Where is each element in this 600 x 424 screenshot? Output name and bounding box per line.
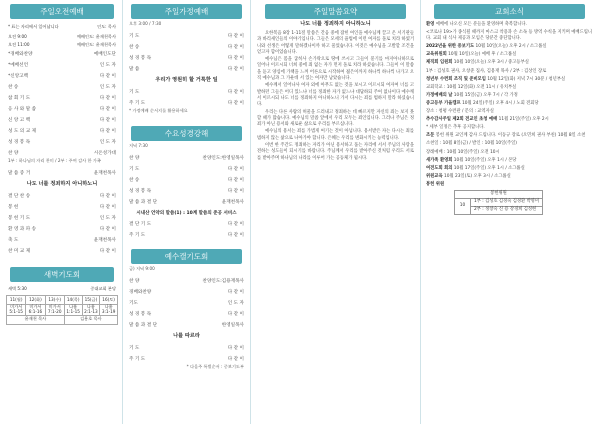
order-leader: 시온성가대 bbox=[93, 150, 116, 156]
offering-label bbox=[426, 182, 593, 188]
order-name: 주 기 도 bbox=[129, 233, 146, 238]
order-name: 성 경 봉 독 bbox=[129, 312, 152, 317]
order-leader: 다 같 이 bbox=[99, 128, 116, 134]
order-row bbox=[2, 49, 122, 60]
announcement-detail: 10월 24일(주일) 오후 4시 / 노회 전회당 bbox=[462, 100, 539, 106]
announcement-detail: 10월 10일(오늘) 오후 3시 / 중고등부실 bbox=[453, 60, 529, 66]
stand-note-value: 인도: 목사 bbox=[97, 24, 116, 30]
announcement bbox=[426, 125, 593, 131]
order-row bbox=[2, 246, 122, 257]
order-row bbox=[123, 309, 250, 320]
sermon-paragraph: 이번 한 주간도 정죄하는 자리가 아닌 용서하고 품는 자리에 서서 주님의 사랑을 전하는 성도들이 되시기를 바랍니다. 주님께서 우리를 받아주신 것처럼 우리도 서로를 받아주며 하나님의 나라를 이루어 가는 공동체가 됩시다. bbox=[257, 143, 414, 161]
offering-month: 10 bbox=[455, 198, 471, 214]
dawn-leader: 윤재천 목사 bbox=[7, 315, 65, 324]
sermon-paragraph: 예수께서 일어나사 여자 외에 아무도 없는 것을 보시고 이르시되 여자여 너를 고발하던 그들은 어디 있느냐 너를 정죄한 자가 없느냐 대답하되 주여 없나이다 예수께서 이르시되 나도 너를 정죄하지 아니하노니 가서 다시는 죄를 범하지 말라 하셨습니다. bbox=[257, 83, 414, 108]
order-row bbox=[2, 224, 122, 235]
family-worship-column bbox=[122, 0, 250, 424]
wednesday-time: 저녁 7:30 bbox=[129, 142, 148, 148]
order-row bbox=[123, 219, 250, 230]
offering-label-text: 봉헌 위원 bbox=[426, 181, 445, 187]
announcement bbox=[426, 158, 593, 164]
order-row bbox=[123, 164, 250, 175]
church-news-column bbox=[420, 0, 598, 424]
sermon-title: 나도 너를 정죄하지 아니하노니 bbox=[26, 181, 98, 187]
order-leader: 다 같 이 bbox=[227, 345, 244, 351]
announcement-detail: 봉헌 위원 교인께 감사 드립니다. 이동규 장로 (오민희 권사 부친) 10월 8일 소천 bbox=[435, 133, 586, 139]
order-leader: 윤재천목사 bbox=[93, 237, 116, 243]
order-leader: 예배인도단 bbox=[93, 51, 116, 57]
stand-note-row bbox=[2, 22, 122, 33]
order-name: 찬 양 bbox=[8, 150, 19, 156]
order-row bbox=[123, 64, 250, 75]
order-name: 찬 양 bbox=[129, 279, 140, 284]
dawn-text: 미가서 6:1-16 bbox=[26, 304, 45, 315]
order-row bbox=[123, 287, 250, 298]
order-row bbox=[2, 202, 122, 213]
time-row-2 bbox=[2, 41, 122, 49]
order-row bbox=[123, 53, 250, 64]
announcement-title: 교육위원회 bbox=[426, 52, 447, 58]
order-name: 응 사 와 말 씀 bbox=[8, 106, 37, 112]
offering-header-row bbox=[455, 190, 543, 198]
sermon-summary-body bbox=[257, 31, 414, 162]
friday-time: 금) 저녁 9:00 bbox=[129, 266, 155, 272]
sermon-summary-header: 주일말씀요약 bbox=[265, 4, 406, 19]
order-leader: 인 도 자 bbox=[99, 215, 116, 221]
order-leader: 다 같 이 bbox=[227, 66, 244, 72]
time-label: 오전 11:00 bbox=[8, 41, 30, 47]
dawn-info bbox=[2, 285, 122, 293]
announcement-detail: 교회학교 : 10월 12일(화) 오전 11시 / 유치부실 bbox=[426, 84, 517, 90]
order-leader: 다 같 이 bbox=[227, 312, 244, 317]
order-name: 성 도 의 교 제 bbox=[8, 128, 37, 134]
wednesday-bible-header: 수요성경강해 bbox=[131, 126, 242, 141]
announcement-detail: 10월 10일(주일) 오후 1시 / 본당 bbox=[453, 157, 517, 163]
dawn-texts-row bbox=[7, 304, 118, 315]
order-row bbox=[123, 153, 250, 164]
announcement bbox=[426, 150, 593, 156]
friday-sermon-title: 나를 따르라 bbox=[173, 333, 200, 340]
order-leader: 다 같 이 bbox=[227, 222, 244, 227]
order-name: 기 도 bbox=[129, 33, 140, 39]
order-name: 주 기 도 bbox=[129, 100, 146, 106]
order-leader: 다 같 이 bbox=[99, 248, 116, 254]
offering-row bbox=[455, 198, 543, 206]
announcement bbox=[426, 60, 593, 66]
time-label: 오전 9:00 bbox=[8, 33, 27, 39]
order-name: 결 단 찬 송 bbox=[8, 193, 31, 199]
announcement-title: 가정예배의 날 bbox=[426, 92, 453, 98]
dawn-leader: 김용호 목사 bbox=[64, 315, 117, 324]
order-name: 찬 양 bbox=[129, 155, 140, 161]
announcement bbox=[426, 44, 593, 50]
family-worship-header: 주일가정예배 bbox=[131, 4, 242, 19]
order-row bbox=[2, 82, 122, 93]
stand-note: * 표는 자리에서 일어납니다 bbox=[8, 24, 59, 30]
order-row bbox=[2, 71, 122, 82]
order-leader: 다 같 이 bbox=[227, 44, 244, 50]
order-name: 기 도 bbox=[129, 345, 140, 351]
announcement-detail: * 세부 일정은 추후 공지합니다. bbox=[426, 125, 485, 131]
friday-note: * 다음주 특별순서 : 중보기도부 bbox=[186, 364, 244, 370]
order-leader: 인 도 자 bbox=[99, 62, 116, 68]
announcement bbox=[426, 141, 593, 147]
order-row bbox=[2, 137, 122, 148]
dawn-day: 11(월) bbox=[7, 295, 26, 304]
order-leader: 인 도 자 bbox=[227, 301, 244, 306]
order-row bbox=[123, 320, 250, 331]
announcement-title: 위원교육 bbox=[426, 173, 443, 179]
order-row bbox=[123, 230, 250, 241]
order-leader: 다 같 이 bbox=[227, 233, 244, 238]
order-leader: 윤재천목사 bbox=[221, 199, 244, 205]
order-name: 찬 송 bbox=[129, 177, 140, 183]
announcement bbox=[426, 77, 593, 83]
announcement-title: 2022년을 위한 중보기도 bbox=[426, 44, 475, 50]
order-name: *신앙고백 bbox=[8, 73, 29, 79]
dawn-text: 나훔 3:1-19 bbox=[100, 304, 118, 315]
order-name: 기 도 bbox=[129, 166, 140, 172]
dawn-time: 새벽 5:30 bbox=[8, 285, 27, 291]
order-leader: 다 같 이 bbox=[227, 89, 244, 95]
announcement-title: 추수감사주일 제2회 전교인 초청 예배 bbox=[426, 117, 498, 123]
order-row bbox=[2, 60, 122, 71]
order-row bbox=[123, 175, 250, 186]
announcement-title: 조문 bbox=[426, 133, 435, 139]
dawn-text: 미가서 5:1-15 bbox=[7, 304, 26, 315]
dawn-day: 13(수) bbox=[45, 295, 64, 304]
order-row bbox=[123, 276, 250, 287]
order-row bbox=[123, 343, 250, 354]
time-leader: 예배인도: 윤재천목사 bbox=[76, 33, 116, 39]
wednesday-sermon-title: 시내산 언약의 말씀(1) : 10계 말씀의 준공 서비스 bbox=[136, 210, 237, 216]
sermon-paragraph: 예수님은 몸을 굽히사 손가락으로 땅에 쓰시고 그들이 묻기를 마지아니하므로 일어나 이르시되 너희 중에 죄 없는 자가 먼저 돌로 치라 하셨습니다. 그들이 이 말씀을 듣고 양심에 가책을 느껴 어른으로 시작하여 젊은이까지 하나씩 하나씩 나가고 오직 예수님과 그 가운데 서 있는 여자만 남았습니다. bbox=[257, 57, 414, 82]
order-row bbox=[123, 186, 250, 197]
order-name: 찬 미 교 제 bbox=[8, 248, 31, 254]
order-row bbox=[2, 191, 122, 202]
dawn-text: 나훔 1:1-15 bbox=[64, 304, 82, 315]
dawn-place: 중대교회 본당 bbox=[90, 285, 116, 291]
announcement bbox=[426, 85, 593, 91]
announcement-detail: 10월 12일(화) 저녁 7시 30분 / 청년부실 bbox=[487, 76, 566, 82]
dawn-leaders-row bbox=[7, 315, 118, 324]
order-row bbox=[123, 197, 250, 208]
order-row bbox=[2, 93, 122, 104]
order-name: 찬 송 bbox=[8, 84, 19, 90]
dawn-day: 15(금) bbox=[82, 295, 100, 304]
announcement-detail: <코로나 19>가 종식될 때까지 마스크 착용과 손 소독 등 방역 수칙을 지키며 예배드립니다. 교회 내 식사 제공과 모임은 당분간 중단합니다. bbox=[426, 30, 593, 42]
order-row bbox=[2, 104, 122, 115]
order-name: 결 단 기 도 bbox=[129, 222, 152, 227]
announcement-title: 환영 bbox=[426, 22, 435, 27]
order-leader: 인 도 자 bbox=[99, 84, 116, 90]
order-leader: 다 같 이 bbox=[227, 177, 244, 183]
order-row bbox=[2, 115, 122, 126]
announcement-detail: 1부 : 김성호 권사, 오창준 집사, 김용재 목사 / 2부 : 김상인 장로 bbox=[426, 68, 547, 74]
friday-prayer-header: 예수캘기도회 bbox=[131, 249, 242, 264]
order-leader: 다 같 이 bbox=[99, 95, 116, 101]
announcement-detail: 10월 17일(주일) 오후 1시 / 소그룹실 bbox=[453, 165, 525, 171]
order-leader: 다 같 이 bbox=[99, 193, 116, 199]
offering-names: 1부 : 김성호 김경숙 김경환 박영미 bbox=[471, 198, 543, 206]
sermon-paragraph: 우리는 다른 사람의 허물을 드러내고 정죄하는 데 빠르지만 자신의 죄는 보지 못할 때가 많습니다. 예수님의 말씀 앞에서 우리 모두는 죄인입니다. 그러나 주님은 정죄가 아닌 용서와 새로운 삶으로 우리를 부르십니다. bbox=[257, 109, 414, 128]
choir-note: 1부 : 하나님의 자리 찬미 / 2부 : 주여 감사 한 가족 bbox=[8, 158, 101, 163]
announcement-title: 청년부 수련회 조직 및 준비모임 bbox=[426, 76, 486, 82]
announcement bbox=[426, 101, 593, 107]
order-leader: 다 같 이 bbox=[227, 290, 244, 295]
announcement-detail: 10월 23일(토) 오후 3시 / 소그룹실 bbox=[443, 173, 511, 179]
dawn-day: 16(토) bbox=[100, 295, 118, 304]
order-row bbox=[2, 235, 122, 246]
announcement bbox=[426, 22, 593, 28]
order-leader: 다 같 이 bbox=[227, 33, 244, 39]
announcement bbox=[426, 109, 593, 115]
sermon-paragraph: 예수님의 용서는 죄를 가볍게 여기는 것이 아닙니다. 용서받은 자는 다시는 죄를 범하지 않는 삶으로 나아가야 합니다. 은혜는 우리를 변화시키는 능력입니다. bbox=[257, 129, 414, 141]
announcement bbox=[426, 133, 593, 139]
announcement bbox=[426, 69, 593, 75]
sunday-morning-worship-column bbox=[2, 0, 122, 424]
order-name: 참 회 기 도 bbox=[8, 95, 31, 101]
church-news-header: 교회소식 bbox=[434, 4, 585, 19]
dawn-text: 나훔 2:1-13 bbox=[82, 304, 100, 315]
sermon-summary-column bbox=[250, 0, 420, 424]
sunday-morning-worship-header: 주일오전예배 bbox=[10, 4, 114, 19]
order-leader: 윤재천목사 bbox=[93, 170, 116, 176]
order-name: 기 도 bbox=[129, 89, 140, 95]
order-leader: 다 같 이 bbox=[227, 100, 244, 106]
announcement-detail: 예배에 나오신 모든 분들을 환영하며 축복합니다. bbox=[435, 22, 527, 27]
order-leader: 찬양인도:한영일목사 bbox=[202, 155, 244, 161]
announcement-detail: 장례예배 : 10월 10일(주일) 오전 10시 bbox=[426, 149, 500, 155]
order-name: 말 씀 과 결 단 bbox=[129, 199, 158, 205]
announcement-detail: 10월 15일(금) 오후 7시 / 각 가정 bbox=[453, 92, 518, 98]
order-leader: 한영일목사 bbox=[221, 323, 244, 328]
announcement-title: 새가족 환영회 bbox=[426, 157, 453, 163]
order-name: 찬 송 bbox=[129, 44, 140, 50]
announcement bbox=[426, 93, 593, 99]
announcement bbox=[426, 52, 593, 58]
announcement-title: 여전도회 회의 bbox=[426, 165, 453, 171]
dawn-day: 12(화) bbox=[26, 295, 45, 304]
offering-names: 2부 : 정창숙 신 용 강경희 김성현 bbox=[471, 206, 543, 214]
order-name: 말 씀 과 결 단 bbox=[129, 323, 158, 328]
order-row bbox=[123, 42, 250, 53]
order-row bbox=[123, 31, 250, 42]
order-leader: 다 같 이 bbox=[227, 166, 244, 172]
dawn-days-row bbox=[7, 295, 118, 304]
order-name: 축 도 bbox=[8, 237, 19, 243]
order-leader: 다 같 이 bbox=[99, 106, 116, 112]
order-row bbox=[123, 87, 250, 98]
family-worship-time: 오후 3:00 / 7:30 bbox=[129, 21, 162, 26]
order-leader: 다 같 이 bbox=[227, 55, 244, 61]
order-leader: 다 같 이 bbox=[227, 188, 244, 194]
order-name: 주 기 도 bbox=[129, 356, 146, 362]
family-praise-title: 우리가 영원히 할 거룩한 일 bbox=[155, 77, 218, 83]
offering-table bbox=[454, 190, 543, 215]
order-name: 경배와찬양 bbox=[129, 290, 152, 295]
order-name: 성 경 봉 독 bbox=[129, 55, 152, 61]
time-row-1 bbox=[2, 33, 122, 41]
order-row bbox=[2, 213, 122, 224]
order-leader: 인 도 자 bbox=[99, 139, 116, 145]
announcement-title: 중고등부 가을캠프 bbox=[426, 100, 461, 106]
order-leader: 찬양인도:김용재목사 bbox=[202, 279, 244, 284]
offering-header: 봉헌위원 bbox=[455, 190, 543, 198]
order-name: 성 경 봉 독 bbox=[8, 139, 31, 145]
time-leader: 예배인도: 윤재천목사 bbox=[76, 41, 116, 47]
order-name: 환 영 과 파 송 bbox=[8, 226, 37, 232]
announcement-detail: 11월 21일(주일) 오후 2시 bbox=[498, 117, 549, 123]
announcement-title: 제직회 임원회 bbox=[426, 60, 453, 66]
order-leader: 다 같 이 bbox=[99, 117, 116, 123]
order-leader: 다 같 이 bbox=[99, 73, 116, 79]
order-row bbox=[2, 126, 122, 137]
order-name: 성 경 봉 독 bbox=[129, 188, 152, 194]
dawn-prayer-header: 새벽기도회 bbox=[10, 267, 114, 282]
order-name: 봉 헌 bbox=[8, 204, 19, 210]
sermon-summary-title: 나도 너를 정죄하지 아니하노니 bbox=[300, 21, 371, 27]
order-name: 기도 bbox=[129, 301, 138, 306]
announcement-detail: 10월 10일(오늘) 예배 후 / 소그룹실 bbox=[448, 52, 517, 58]
order-name: *경배와찬양 bbox=[8, 51, 33, 57]
order-name: *예배선언 bbox=[8, 62, 29, 68]
order-row bbox=[123, 298, 250, 309]
order-row bbox=[2, 168, 122, 179]
order-name: 신 앙 고 백 bbox=[8, 117, 31, 123]
order-name: 말 씀 증 거 bbox=[8, 170, 31, 176]
order-name: 말 씀 bbox=[129, 66, 140, 72]
dawn-day: 14(목) bbox=[64, 295, 82, 304]
announcement bbox=[426, 166, 593, 172]
dawn-text: 미가서 7:1-20 bbox=[45, 304, 64, 315]
family-note: * 가정예배 순서지를 활용하세요 bbox=[129, 107, 188, 113]
order-leader: 다 같 이 bbox=[99, 204, 116, 210]
sermon-paragraph: 요한복음 8장 1-11절 말씀은 간음 중에 잡힌 여인을 예수님께 끌고 온 서기관들과 바리새인들의 이야기입니다. 그들은 모세의 율법에 이런 여자를 돌로 치라 하였거니와 선생은 어떻게 말하겠나이까 하고 물었습니다. 이것은 예수님을 고발할 조건을 얻고자 함이었습니다. bbox=[257, 30, 414, 55]
announcement bbox=[426, 174, 593, 180]
announcement-detail: 소천일 : 10월 8일(금) / 발인 : 10월 10일(주일) bbox=[426, 141, 517, 147]
announcement bbox=[426, 117, 593, 123]
announcement-detail: 장소 : 청평 수련관 / 문의 : 교역자실 bbox=[426, 109, 494, 115]
order-leader: 다 같 이 bbox=[227, 356, 244, 362]
announcement bbox=[426, 30, 593, 42]
order-name: 봉 헌 기 도 bbox=[8, 215, 31, 221]
order-leader: 다 같 이 bbox=[99, 226, 116, 232]
dawn-schedule-table bbox=[6, 295, 118, 325]
announcement-detail: 10월 10일(오늘) 오후 2시 / 소그룹실 bbox=[475, 44, 547, 50]
